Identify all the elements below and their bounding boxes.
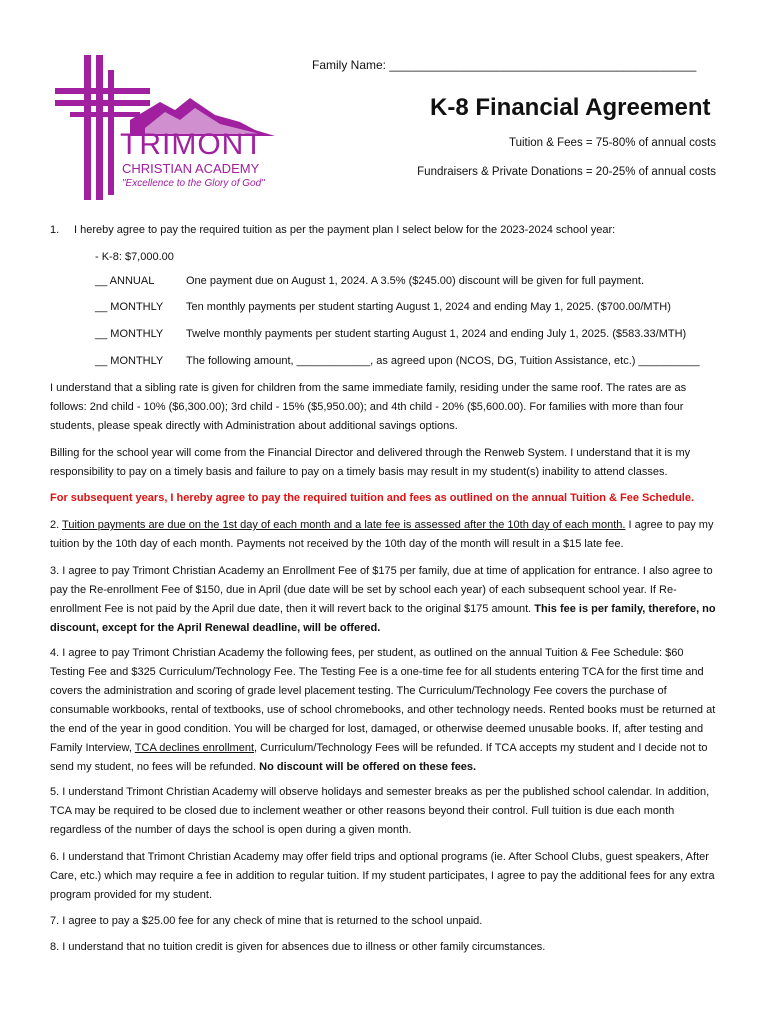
logo-name-small: CHRISTIAN ACADEMY <box>122 161 260 176</box>
p2-rest: I agree to pay my tuition by the 10th day of each month. Payments not received by the 10th day of the month will result in a $15 late fee. <box>50 519 714 550</box>
option-annual-desc: One payment due on August 1, 2024. A 3.5% ($245.00) discount will be given for full payment. <box>186 275 645 287</box>
paragraph-8: 8. I understand that no tuition credit is given for absences due to illness or other family circumstances. <box>50 941 546 953</box>
sibling-rate-paragraph: I understand that a sibling rate is given for children from the same immediate family, residing under the same roof. The rates are as follows: 2nd child - 10% ($6,300.00); 3rd child - 15% ($5,950.00); and 4th child - 20% ($5,600.00). For families with more than four students, please speak directly with Administration about additional savings options. <box>50 382 687 432</box>
paragraph-6: 6. I understand that Trimont Christian Academy may offer field trips and optional programs (ie. After School Clubs, guest speakers, After Care, etc.) which may require a fee in addition to regular tuition. If my student participates, I agree to pay the additional fees for any extra program provided for my student. <box>50 851 715 901</box>
p4-text: 4. I agree to pay Trimont Christian Academy the following fees, per student, as outlined on the annual Tuition & Fee Schedule: $60 Testing Fee and $325 Curriculum/Technology Fee. The Testing Fee is a one-time fee for all students entering TCA for the first time and covers the administration and scoring of grade level placement testing. The Curriculum/Technology Fee covers the purchase of consumable workbooks, rental of textbooks, use of school chromebooks, and other technology needs. Rented books must be returned at the end of the year in good condition. You will be charged for lost, damaged, or otherwise deemed unusable books. If, after testing and Family Interview, <box>50 647 716 754</box>
logo-name-big: TRIMONT <box>120 128 264 161</box>
k8-price: - K-8: $7,000.00 <box>95 251 174 263</box>
p2-underlined: Tuition payments are due on the 1st day of each month and a late fee is assessed after the 10th day of each month. <box>62 519 626 531</box>
billing-paragraph: Billing for the school year will come from the Financial Director and delivered through the Renweb System. I understand that it is my responsibility to pay on a timely basis and failure to pay on a timely basis may result in my student(s) inability to attend classes. <box>50 447 691 478</box>
logo-motto: "Excellence to the Glory of God" <box>122 178 265 189</box>
option-custom-label[interactable]: __ MONTHLY <box>95 355 164 367</box>
option-custom-desc: The following amount, ____________, as agreed upon (NCOS, DG, Tuition Assistance, etc.) __________ <box>186 355 700 367</box>
subsequent-years-notice: For subsequent years, I hereby agree to pay the required tuition and fees as outlined on the annual Tuition & Fee Schedule. <box>50 492 695 504</box>
family-name-field[interactable]: Family Name: ______________________________________________ <box>312 58 697 72</box>
option-monthly10-desc: Ten monthly payments per student starting August 1, 2024 and ending May 1, 2025. ($700.00/MTH) <box>186 301 671 313</box>
p4-bold: No discount will be offered on these fees. <box>259 761 477 773</box>
p4-underlined: TCA declines enrollment <box>134 742 255 754</box>
option-monthly10-label[interactable]: __ MONTHLY <box>95 301 164 313</box>
paragraph-3 <box>50 562 720 638</box>
item1-number: 1. <box>50 224 60 236</box>
p3-text: 3. I agree to pay Trimont Christian Academy an Enrollment Fee of $175 per family, due at time of application for entrance. I also agree to pay the Re-enrollment Fee of $150, due in April (due date will be set by school each year) of each subsequent school year. If Re-enrollment Fee is not paid by the April due date, then it will revert back to the original $175 amount. <box>50 565 713 615</box>
option-annual-label[interactable]: __ ANNUAL <box>95 275 155 287</box>
paragraph-5: 5. I understand Trimont Christian Academy will observe holidays and semester breaks as per the published school calendar. In addition, TCA may be required to be closed due to inclement weather or other reasons beyond their control. Full tuition is due each month regardless of the number of days the school is open during a given month. <box>50 786 710 836</box>
paragraph-4 <box>50 644 720 777</box>
school-logo <box>50 50 285 200</box>
p2-prefix: 2. <box>50 519 63 531</box>
p4-rest: , Curriculum/Technology Fees will be refunded. If TCA accepts my student and I decide not to send my student, no fees will be refunded. <box>50 742 708 773</box>
paragraph-7: 7. I agree to pay a $25.00 fee for any check of mine that is returned to the school unpaid. <box>50 915 483 927</box>
option-monthly12-label[interactable]: __ MONTHLY <box>95 328 164 340</box>
p3-bold: This fee is per family, therefore, no discount, except for the April Renewal deadline, will be offered. <box>50 603 716 634</box>
item1-text: I hereby agree to pay the required tuition as per the payment plan I select below for the 2023-2024 school year: <box>74 224 616 236</box>
option-monthly12-desc: Twelve monthly payments per student starting August 1, 2024 and ending July 1, 2025. ($583.33/MTH) <box>186 328 687 340</box>
fundraisers-line: Fundraisers & Private Donations = 20-25% of annual costs <box>417 166 716 178</box>
page-title: K-8 Financial Agreement <box>430 94 711 121</box>
paragraph-2 <box>50 516 720 554</box>
tuition-fees-line: Tuition & Fees = 75-80% of annual costs <box>508 137 716 149</box>
